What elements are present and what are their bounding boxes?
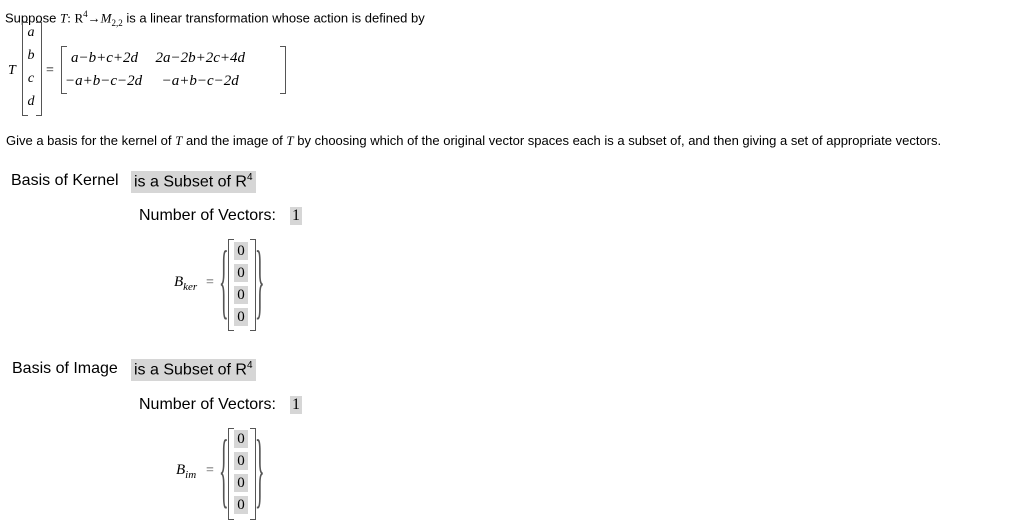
image-subset-text: is a Subset of R	[134, 361, 247, 379]
kernel-num-label: Number of Vectors:	[139, 207, 276, 224]
kernel-subset-exp: 4	[246, 172, 253, 183]
image-label: Basis of Image	[12, 360, 118, 377]
kernel-right-brace: }	[255, 237, 265, 330]
kernel-vector-entry-3[interactable]: 0	[234, 286, 248, 304]
matrix-right-bracket	[280, 46, 286, 94]
matrix-row-1	[71, 50, 245, 67]
image-right-brace: }	[255, 426, 265, 519]
kernel-subset-dropdown[interactable]	[131, 171, 256, 193]
instructions-T1: T	[175, 133, 183, 148]
intro-M: M	[100, 10, 112, 26]
instructions-T2: T	[286, 133, 294, 148]
image-vector-entry-3[interactable]: 0	[234, 474, 248, 492]
image-basis-B: B	[176, 462, 186, 478]
kernel-basis-name	[174, 274, 197, 293]
intro-R-exp: 4	[83, 9, 88, 19]
instructions-part2: and the image of	[182, 133, 287, 148]
matrix-cell-1-2: 2a−2b+2c+4d	[155, 50, 246, 66]
instructions-part1: Give a basis for the kernel of	[6, 133, 176, 148]
vector-entry-a: a	[27, 25, 35, 40]
vector-entry-b: b	[27, 48, 35, 63]
transform-equals: =	[46, 63, 54, 78]
intro-R: R	[74, 10, 84, 26]
image-basis-sub: im	[185, 469, 197, 481]
kernel-left-brace: {	[219, 237, 229, 330]
image-vector-entry-1[interactable]: 0	[234, 430, 248, 448]
intro-colon: :	[67, 10, 71, 26]
kernel-num-vectors-input[interactable]: 1	[292, 207, 300, 224]
vector-right-bracket	[36, 22, 42, 116]
kernel-vector-entry-1[interactable]: 0	[234, 242, 248, 260]
image-vector-entry-4[interactable]: 0	[234, 496, 248, 514]
intro-rest: is a linear transformation whose action is defined by	[122, 10, 425, 26]
instructions-part3: by choosing which of the original vector spaces each is a subset of, and then giving a set of appropriate vectors.	[293, 133, 942, 148]
intro-arrow: →	[87, 10, 101, 26]
kernel-basis-B: B	[174, 274, 184, 290]
image-basis-name	[176, 462, 196, 481]
intro-T: T	[59, 10, 68, 26]
kernel-equals: =	[206, 275, 214, 290]
matrix-cell-1-1: a−b+c+2d	[71, 50, 139, 66]
instructions	[6, 133, 941, 149]
vector-entry-d: d	[27, 94, 35, 109]
image-num-label: Number of Vectors:	[139, 396, 276, 413]
intro-suppose: Suppose	[5, 10, 57, 26]
kernel-vector-entry-2[interactable]: 0	[234, 264, 248, 282]
image-vector-entry-2[interactable]: 0	[234, 452, 248, 470]
image-subset-dropdown[interactable]	[131, 359, 256, 381]
image-subset-exp: 4	[246, 360, 253, 371]
matrix-cell-2-2: −a+b−c−2d	[161, 73, 239, 89]
intro-M-sub: 2,2	[111, 17, 123, 28]
matrix-cell-2-1: −a+b−c−2d	[65, 73, 143, 89]
image-left-brace: {	[219, 426, 229, 519]
kernel-label: Basis of Kernel	[11, 172, 119, 189]
vector-entry-c: c	[27, 71, 35, 86]
kernel-subset-text: is a Subset of R	[134, 173, 247, 191]
kernel-basis-sub: ker	[183, 281, 198, 293]
kernel-vector-entry-4[interactable]: 0	[234, 308, 248, 326]
image-equals: =	[206, 463, 214, 478]
transform-T: T	[8, 63, 16, 78]
image-num-vectors-input[interactable]: 1	[292, 396, 300, 413]
matrix-row-2	[65, 73, 239, 90]
